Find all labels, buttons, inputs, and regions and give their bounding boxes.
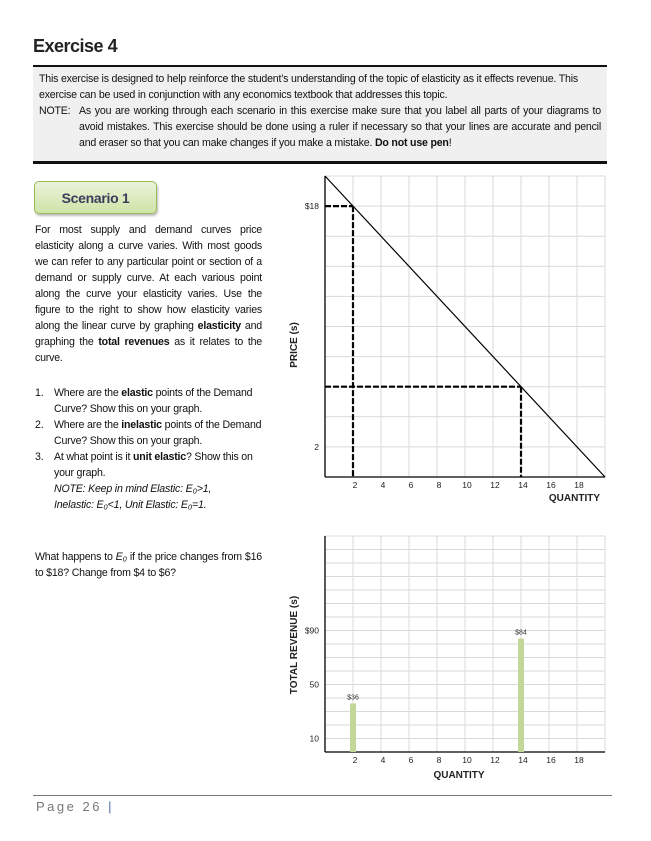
q-pre: Where are the [54, 419, 122, 431]
y-tick-label: 10 [309, 733, 319, 744]
x-tick-label: 10 [462, 480, 472, 490]
x-tick-label: 4 [380, 755, 386, 765]
x-tick-label: 6 [408, 755, 414, 765]
x-tick-label: 2 [352, 755, 358, 765]
page-label: Page 26 [36, 799, 102, 814]
footer-divider [33, 795, 612, 796]
bar-value-label: $84 [515, 629, 527, 637]
page-separator: | [108, 799, 114, 814]
final-pre: What happens to [35, 551, 116, 563]
q-post: points of the Demand Curve? Show this on your graph. [54, 387, 253, 415]
x-tick-label: 12 [490, 480, 500, 490]
x-axis-title: QUANTITY [433, 770, 485, 781]
x-tick-label: 18 [574, 755, 584, 765]
para-bold: elasticity [197, 320, 241, 332]
y-axis-title: TOTAL REVENUE (s) [289, 595, 300, 695]
para-text: as it relates to the curve. [35, 336, 262, 364]
q-post: ? Show this on your graph. [54, 451, 253, 479]
q-bold: unit elastic [133, 451, 186, 463]
q-bold: inelastic [121, 419, 162, 431]
x-tick-label: 14 [518, 755, 528, 765]
y-tick-label: $90 [304, 625, 319, 636]
y-tick-label: 50 [309, 679, 319, 690]
note-text: As you are working through each scenario in this exercise make sure that you label all parts of your diagrams to avoid mistakes. This exercise should be done using a ruler if necessary so that your lines are accurate and pencil and eraser so that you can make changes if you make a mistake. [79, 105, 601, 149]
question-number: 3. [35, 451, 44, 463]
x-tick-label: 16 [546, 480, 556, 490]
q-pre: Where are the [54, 387, 122, 399]
revenue-bar [350, 703, 356, 752]
scenario-1-badge: Scenario 1 [34, 181, 157, 214]
y-tick-label: 2 [314, 441, 319, 452]
x-tick-label: 6 [408, 480, 414, 490]
question-number: 2. [35, 419, 44, 431]
para-text: and graphing the [35, 320, 262, 348]
x-tick-label: 12 [490, 755, 500, 765]
x-tick-label: 4 [380, 480, 386, 490]
x-tick-label: 10 [462, 755, 472, 765]
revenue-bar [518, 639, 524, 752]
q-post: points of the Demand Curve? Show this on your graph. [54, 419, 262, 447]
elasticity-note: NOTE: Keep in mind Elastic: E₀>1, [54, 483, 212, 495]
para-text: For most supply and demand curves price elasticity along a curve varies. With most goods we can refer to any particular point or section of a demand or supply curve. At each various point along the curve your elasticity varies. Use the figure to the right to show how elasticity varies along the linear curve by graphing [35, 224, 262, 332]
x-tick-label: 8 [436, 755, 442, 765]
exercise-title: Exercise 4 [33, 36, 118, 56]
x-tick-label: 16 [546, 755, 556, 765]
x-tick-label: 2 [352, 480, 358, 490]
y-axis-title: PRICE (s) [289, 322, 300, 368]
page-number [36, 799, 114, 814]
q-pre: At what point is it [54, 451, 134, 463]
x-tick-label: 18 [574, 480, 584, 490]
y-tick-label: $18 [304, 201, 319, 212]
note-bold: Do not use pen [374, 137, 449, 149]
q-bold: elastic [121, 387, 153, 399]
question-number: 1. [35, 387, 44, 399]
bar-value-label: $36 [347, 694, 359, 702]
elasticity-note: Inelastic: E₀<1, Unit Elastic: E₀=1. [54, 499, 207, 511]
note-end: ! [448, 137, 452, 149]
x-tick-label: 14 [518, 480, 528, 490]
x-axis-title: QUANTITY [548, 493, 600, 504]
para-bold: total revenues [98, 336, 170, 348]
intro-text: This exercise is designed to help reinforce the student’s understanding of the topic of elasticity as it effects revenue. This exercise can be used in conjunction with any economics textbook that addresses this topic. [39, 73, 578, 101]
final-ed: E₀ [115, 551, 127, 563]
final-post: if the price changes from $16 to $18? Change from $4 to $6? [35, 551, 262, 579]
x-tick-label: 8 [436, 480, 442, 490]
note-label: NOTE: [39, 105, 71, 117]
